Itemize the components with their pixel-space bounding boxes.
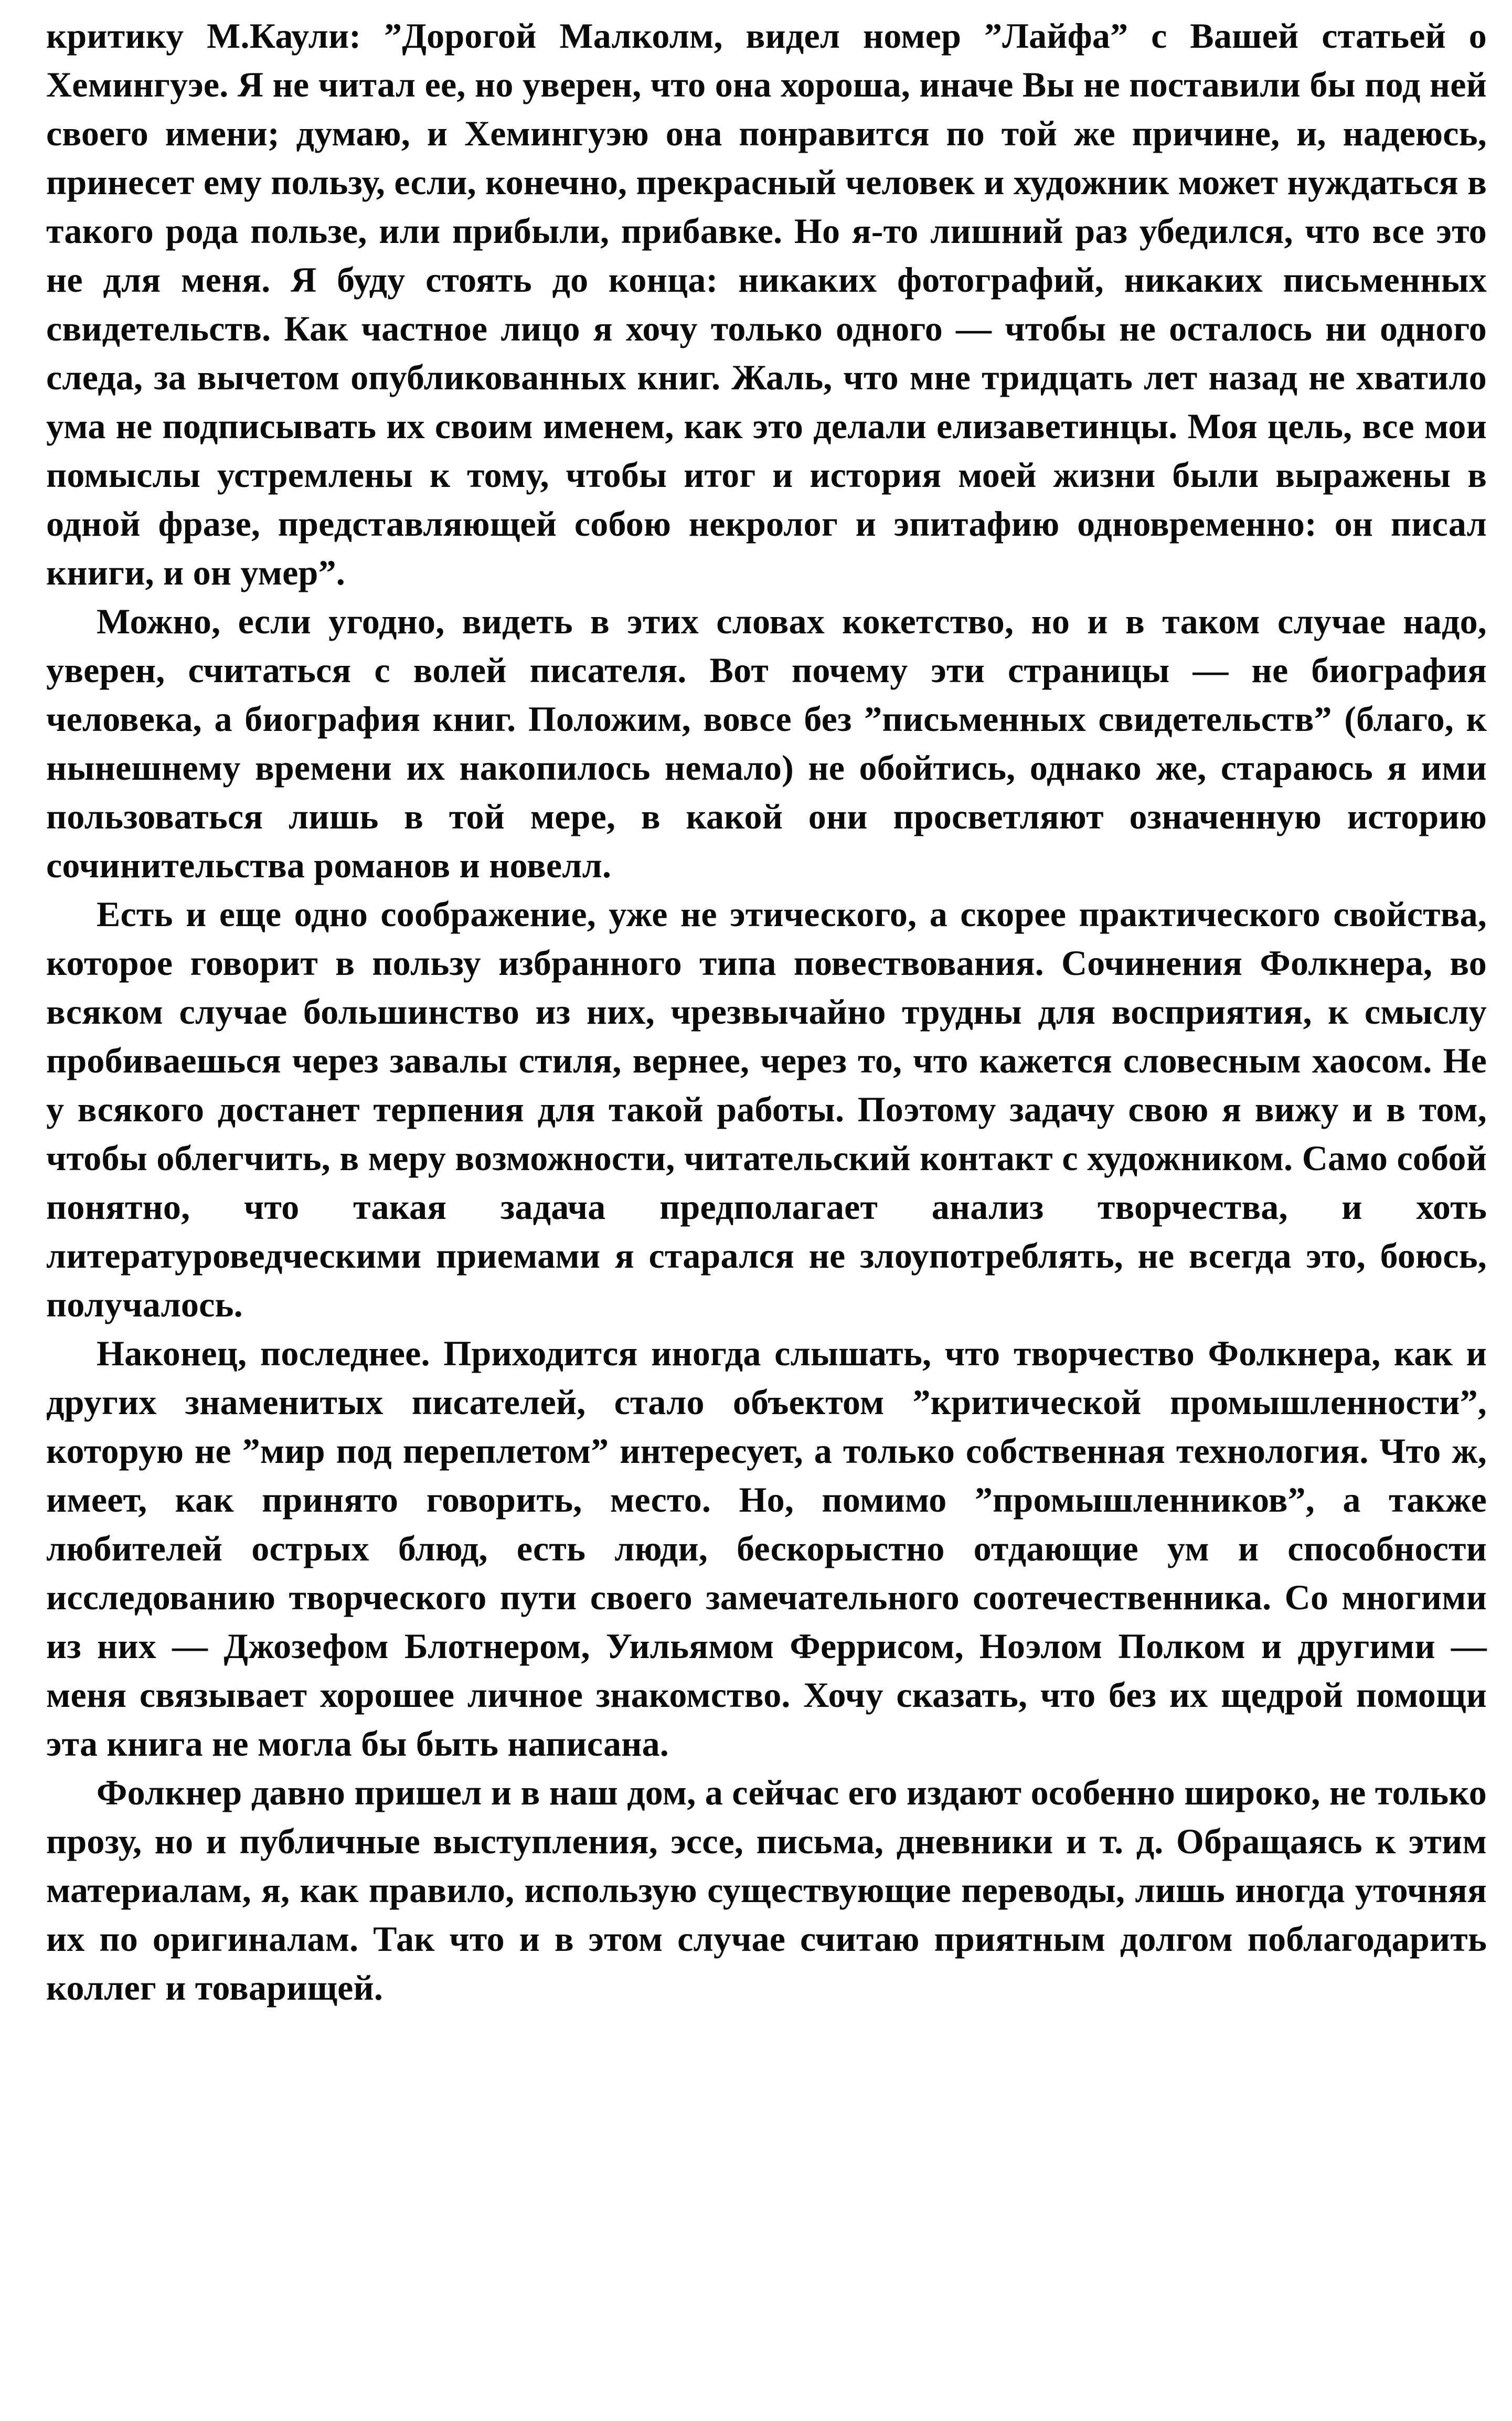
paragraph-translations: Фолкнер давно пришел и в наш дом, а сейчас его издают особенно широко, не только прозу, но и публичные выступления, эссе, письма, дневники и т. д. Обращаясь к этим материалам, я, как правило, использую существующие переводы, лишь иногда уточняя их по оригиналам. Так что и в этом случае считаю приятным долгом поблагодарить коллег и товарищей. bbox=[46, 1772, 1487, 2008]
paragraph-coquetry: Можно, если угодно, видеть в этих словах кокетство, но и в таком случае надо, уверен, считаться с волей писателя. Вот почему эти страницы — не биография человека, а биография книг. Положим, вовсе без ”письменных свидетельств” (благо, к нынешнему времени их накопилось немало) не обойтись, однако же, стараюсь я ими пользоваться лишь в той мере, в какой они просветляют означенную историю сочинительства романов и новелл. bbox=[46, 601, 1487, 885]
paragraph-practical-consideration: Есть и еще одно соображение, уже не этического, а скорее практического свойства, которое говорит в пользу избранного типа повествования. Сочинения Фолкнера, во всяком случае большинство из них, чрезвычайно трудны для восприятия, к смыслу пробиваешься через завалы стиля, вернее, через то, что кажется словесным хаосом. Не у всякого достанет терпения для такой работы. Поэтому задачу свою я вижу и в том, чтобы облегчить, в меру возможности, читательский контакт с художником. Само собой понятно, что такая задача предполагает анализ творчества, и хоть литературоведческими приемами я старался не злоупотреблять, не всегда это, боюсь, получалось. bbox=[46, 894, 1487, 1324]
paragraph-quote-continuation: критику М.Каули: ”Дорогой Малколм, видел номер ”Лайфа” с Вашей статьей о Хемингуэе. Я не читал ее, но уверен, что она хороша, иначе Вы не поставили бы под ней своего имени; думаю, и Хемингуэю она понравится по той же причине, и, надеюсь, принесет ему пользу, если, конечно, прекрасный человек и художник может нуждаться в такого рода пользе, или прибыли, прибавке. Но я-то лишний раз убедился, что все это не для меня. Я буду стоять до конца: никаких фотографий, никаких письменных свидетельств. Как частное лицо я хочу только одного — чтобы не осталось ни одного следа, за вычетом опубликованных книг. Жаль, что мне тридцать лет назад не хватило ума не подписывать их своим именем, как это делали елизаветинцы. Моя цель, все мои помыслы устремлены к тому, чтобы итог и история моей жизни были выражены в одной фразе, представляющей собою некролог и эпитафию одновременно: он писал книги, и он умер”. bbox=[46, 16, 1487, 592]
body-text bbox=[46, 12, 1487, 2012]
paragraph-critical-industry: Наконец, последнее. Приходится иногда слышать, что творчество Фолкнера, как и других знаменитых писателей, стало объектом ”критической промышленности”, которую не ”мир под переплетом” интересует, а только собственная технология. Что ж, имеет, как принято говорить, место. Но, помимо ”промышленников”, а также любителей острых блюд, есть люди, бескорыстно отдающие ум и способности исследованию творческого пути своего замечательного соотечественника. Со многими из них — Джозефом Блотнером, Уильямом Феррисом, Ноэлом Полком и другими — меня связывает хорошее личное знакомство. Хочу сказать, что без их щедрой помощи эта книга не могла бы быть написана. bbox=[46, 1333, 1487, 1764]
